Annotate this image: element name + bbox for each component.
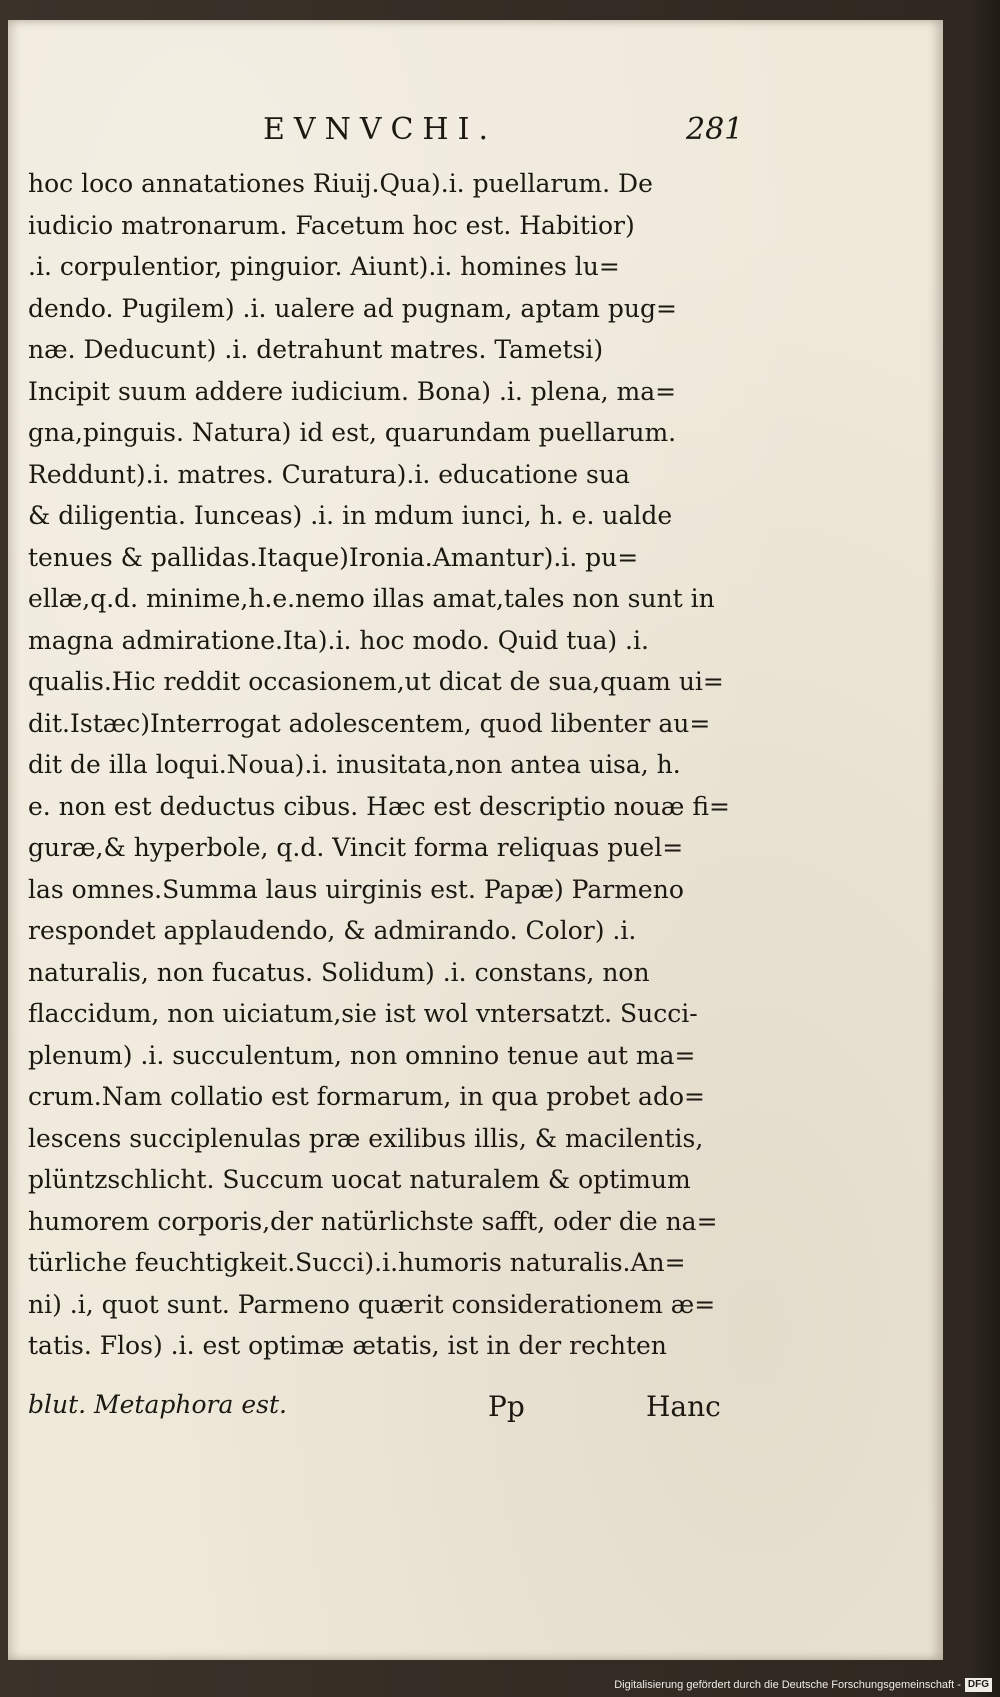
text-line: humorem corporis,der natürlichste safft, oder die na= <box>28 1206 718 1236</box>
text-line: lescens succiplenulas præ exilibus illis, & macilentis, <box>28 1123 704 1153</box>
text-line: dit de illa loqui.Noua).i. inusitata,non antea uisa, h. <box>28 750 681 779</box>
text-line: qualis.Hic reddit occasionem,ut dicat de sua,quam ui= <box>28 667 724 696</box>
text-line: türliche feuchtigkeit.Succi).i.humoris naturalis.An= <box>28 1248 686 1277</box>
running-head: EVNVCHI. <box>263 112 497 147</box>
credit-text: Digitalisierung gefördert durch die Deutsche Forschungsgemeinschaft - <box>614 1679 961 1691</box>
text-line: ni) .i, quot sunt. Parmeno quærit considerationem æ= <box>28 1289 716 1319</box>
last-text-line: blut. Metaphora est. <box>28 1390 287 1419</box>
text-line: crum.Nam collatio est formarum, in qua probet ado= <box>28 1082 705 1111</box>
digitization-credit <box>614 1676 992 1694</box>
page-header <box>8 112 943 152</box>
text-line: gna,pinguis. Natura) id est, quarundam puellarum. <box>28 418 677 447</box>
text-line: magna admiratione.Ita).i. hoc modo. Quid tua) .i. <box>28 625 649 655</box>
text-line: las omnes.Summa laus uirginis est. Papæ) Parmeno <box>28 874 684 904</box>
text-line: plüntzschlicht. Succum uocat naturalem & optimum <box>28 1165 691 1194</box>
book-page <box>8 20 943 1660</box>
text-line: tenues & pallidas.Itaque)Ironia.Amantur).i. pu= <box>28 542 639 572</box>
text-line: naturalis, non fucatus. Solidum) .i. constans, non <box>28 957 650 987</box>
text-line: e. non est deductus cibus. Hæc est descriptio nouæ fi= <box>28 791 730 821</box>
text-line: flaccidum, non uiciatum,sie ist wol vntersatzt. Succi- <box>28 999 698 1028</box>
page-footer <box>8 1390 943 1434</box>
text-line: dit.Istæc)Interrogat adolescentem, quod libenter au= <box>28 708 711 738</box>
text-line: respondet applaudendo, & admirando. Color) .i. <box>28 916 637 945</box>
body-text <box>28 163 743 1367</box>
text-line: ellæ,q.d. minime,h.e.nemo illas amat,tales non sunt in <box>28 584 715 613</box>
text-line: plenum) .i. succulentum, non omnino tenue aut ma= <box>28 1040 696 1070</box>
text-line: næ. Deducunt) .i. detrahunt matres. Tametsi) <box>28 335 604 364</box>
text-line: hoc loco annatationes Riuij.Qua).i. puellarum. De <box>28 169 653 198</box>
signature-mark: Pp <box>488 1390 525 1423</box>
catchword: Hanc <box>646 1390 721 1423</box>
text-line: tatis. Flos) .i. est optimæ ætatis, ist in der rechten <box>28 1331 667 1360</box>
text-line: dendo. Pugilem) .i. ualere ad pugnam, aptam pug= <box>28 293 677 323</box>
text-line: guræ,& hyperbole, q.d. Vincit forma reliquas puel= <box>28 833 684 862</box>
text-line: Incipit suum addere iudicium. Bona) .i. plena, ma= <box>28 376 677 406</box>
page-number: 281 <box>686 112 744 147</box>
text-line: .i. corpulentior, pinguior. Aiunt).i. homines lu= <box>28 252 620 281</box>
text-line: Reddunt).i. matres. Curatura).i. educatione sua <box>28 459 630 489</box>
text-line: iudicio matronarum. Facetum hoc est. Habitior) <box>28 210 635 240</box>
text-line: & diligentia. Iunceas) .i. in mdum iunci, h. e. ualde <box>28 501 673 530</box>
dfg-logo: DFG <box>965 1678 992 1692</box>
